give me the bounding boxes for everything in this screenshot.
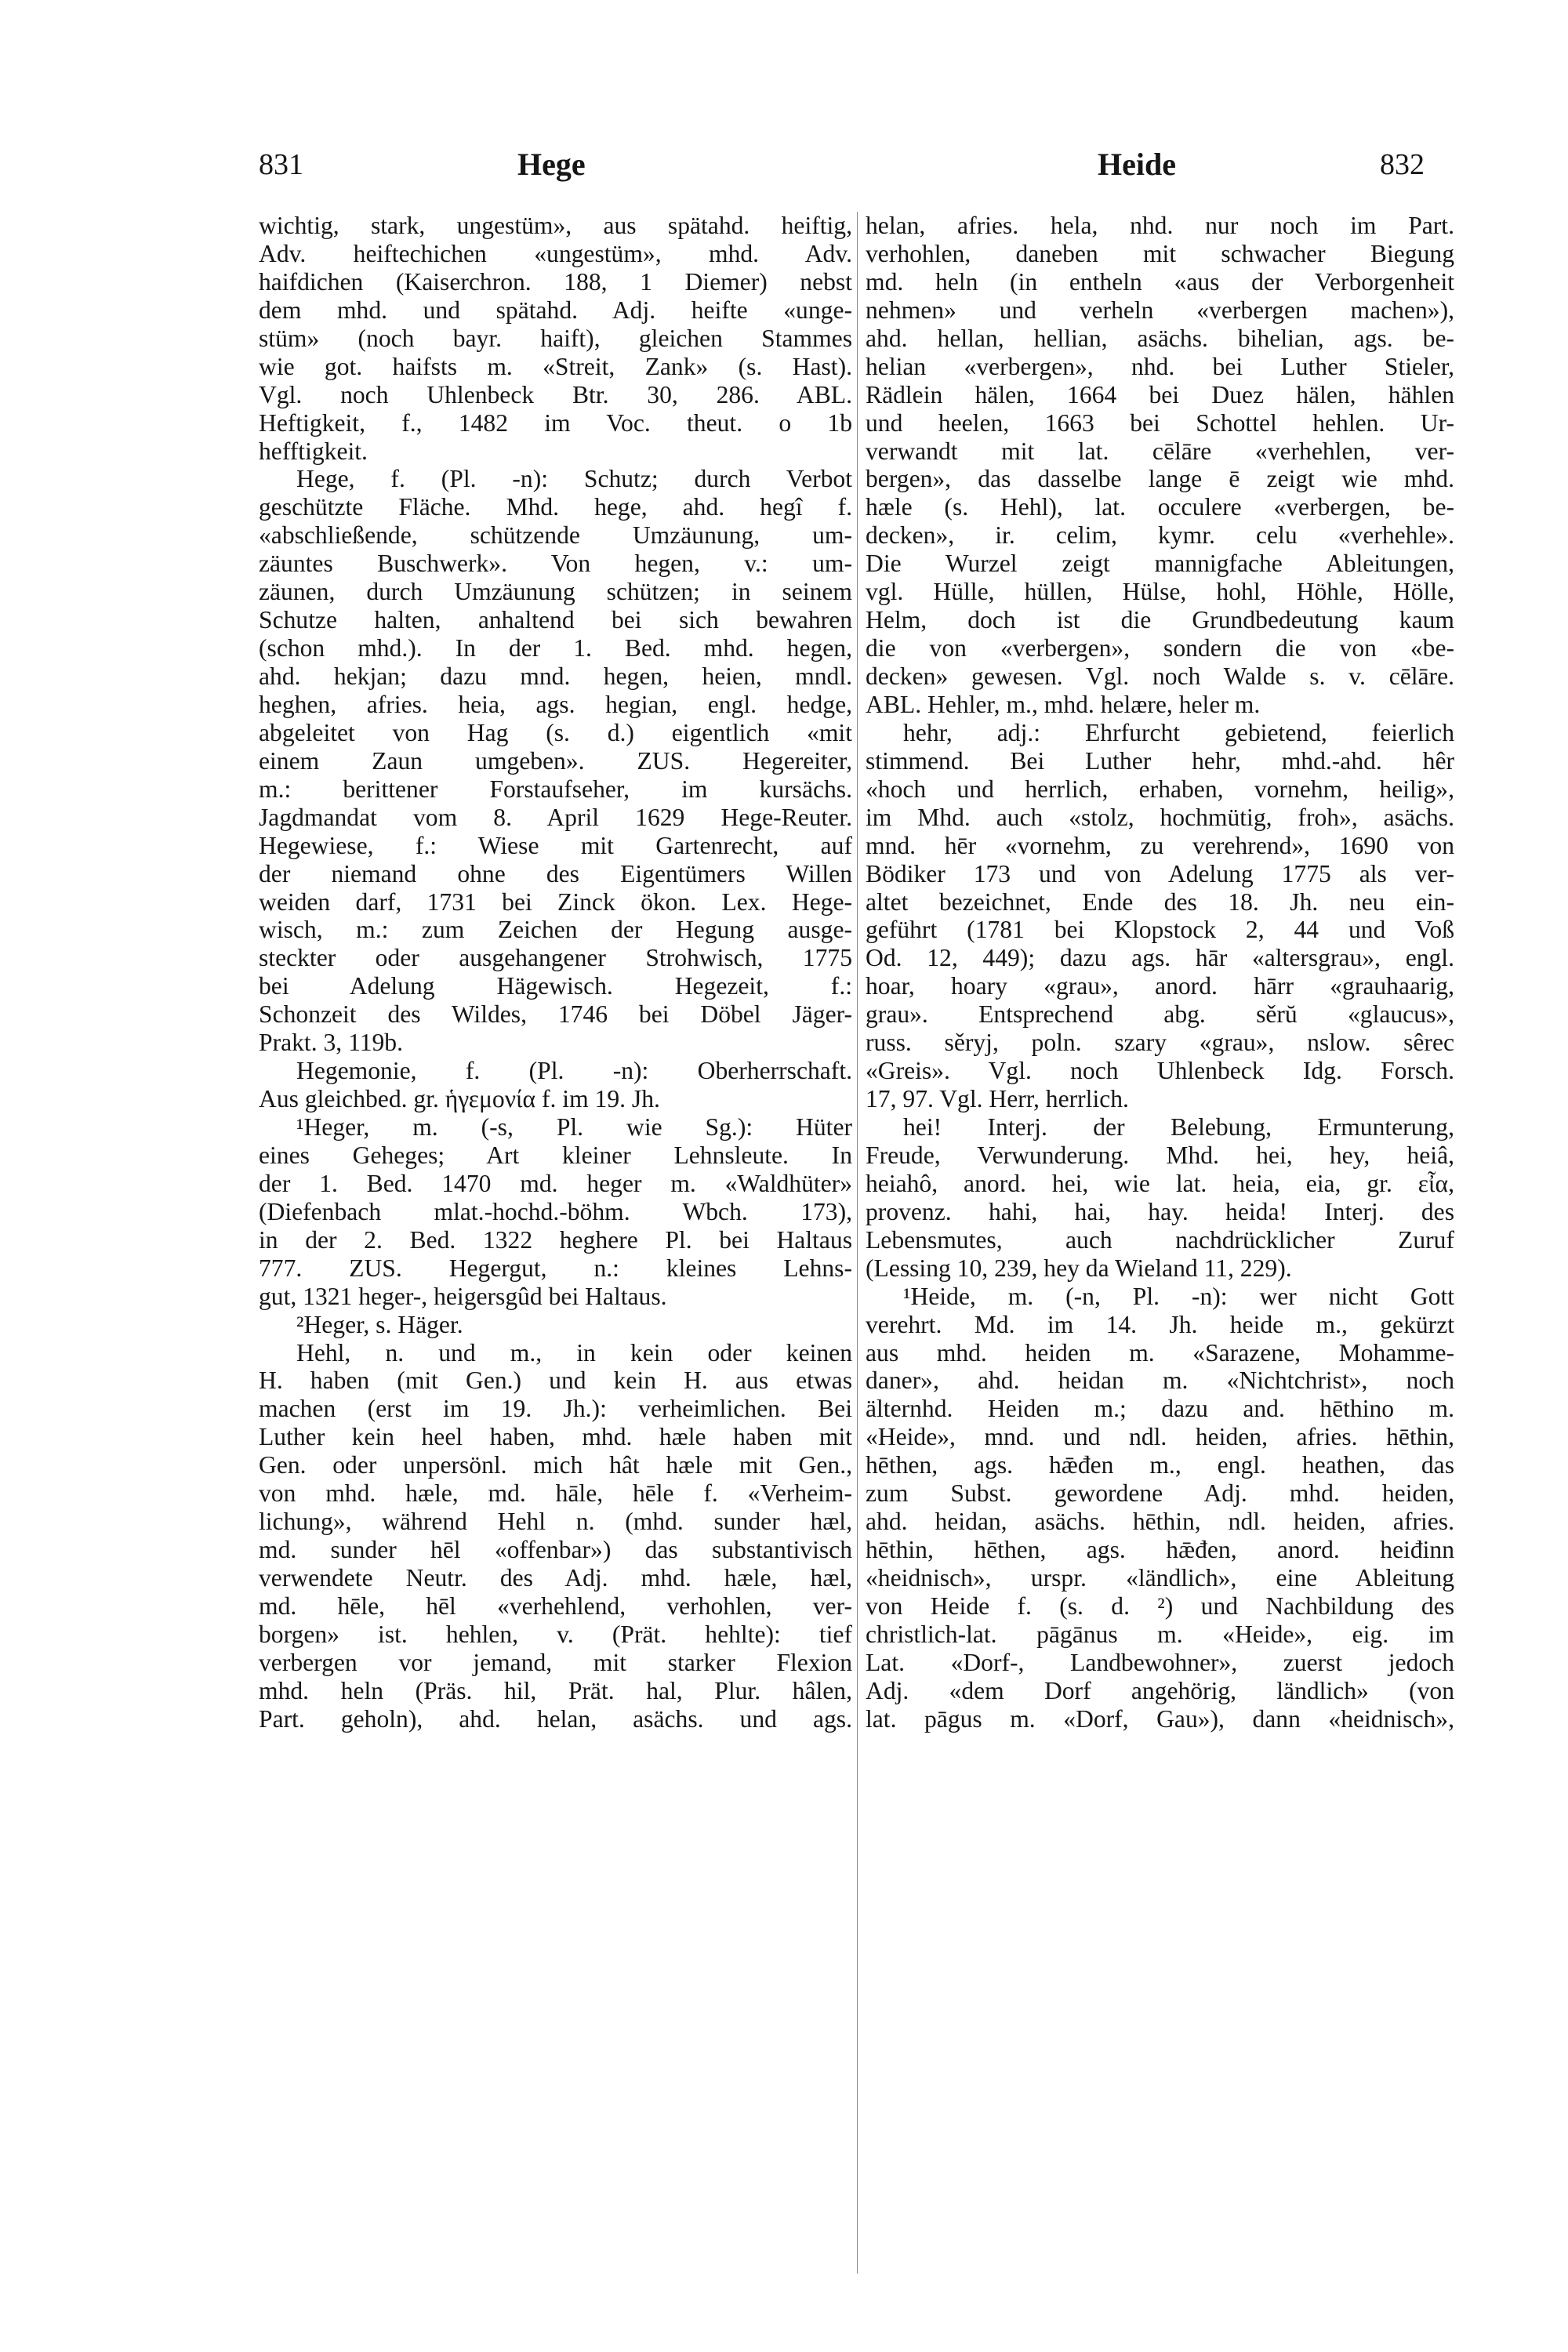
text-line: vgl. Hülle, hüllen, Hülse, hohl, Höhle, Hölle, — [866, 578, 1454, 606]
text-line: ahd. hellan, hellian, asächs. bihelian, ags. be- — [866, 324, 1454, 352]
text-line: Aus gleichbed. gr. ἡγεμονία f. im 19. Jh. — [259, 1085, 660, 1113]
text-line: altet bezeichnet, Ende des 18. Jh. neu ein- — [866, 887, 1454, 916]
text-line: ¹Heger, m. (-s, Pl. wie Sg.): Hüter — [296, 1113, 852, 1141]
text-line: «abschließende, schützende Umzäunung, um- — [259, 521, 852, 550]
text-line: Gen. oder unpersönl. mich hât hæle mit Gen., — [259, 1451, 852, 1479]
text-line: daner», ahd. heidan m. «Nichtchrist», noch — [866, 1367, 1454, 1395]
right-column — [866, 212, 1454, 2281]
text-line: hoar, hoary «grau», anord. hārr «grauhaarig, — [866, 972, 1454, 1000]
text-line: Hegewiese, f.: Wiese mit Gartenrecht, auf — [259, 831, 852, 859]
text-line: Rädlein hälen, 1664 bei Duez hälen, hählen — [866, 380, 1454, 408]
text-line: aus mhd. heiden m. «Sarazene, Mohamme- — [866, 1338, 1454, 1367]
text-line: (schon mhd.). In der 1. Bed. mhd. hegen, — [259, 634, 852, 662]
text-line: der 1. Bed. 1470 md. heger m. «Waldhüter» — [259, 1169, 852, 1197]
text-line: 777. ZUS. Hegergut, n.: kleines Lehns- — [259, 1254, 852, 1282]
text-line: Lebensmutes, auch nachdrücklicher Zuruf — [866, 1225, 1454, 1254]
text-line: Hege, f. (Pl. -n): Schutz; durch Verbot — [296, 465, 852, 493]
text-line: Od. 12, 449); dazu ags. hār «altersgrau», engl. — [866, 944, 1454, 972]
text-line: Adv. heiftechichen «ungestüm», mhd. Adv. — [259, 239, 852, 267]
text-line: wisch, m.: zum Zeichen der Hegung ausge- — [259, 916, 852, 944]
text-line: christlich-lat. pāgānus m. «Heide», eig. im — [866, 1620, 1454, 1648]
text-line: verwandt mit lat. cēlāre «verhehlen, ver- — [866, 437, 1454, 465]
text-line: dem mhd. und spätahd. Adj. heifte «unge- — [259, 296, 852, 324]
text-line: älternhd. Heiden m.; dazu and. hēthino m. — [866, 1395, 1454, 1423]
text-line: Hehl, n. und m., in kein oder keinen — [296, 1338, 852, 1367]
text-line: Freude, Verwunderung. Mhd. hei, hey, heiâ, — [866, 1141, 1454, 1169]
text-line: lat. pāgus m. «Dorf, Gau»), dann «heidnisch», — [866, 1704, 1454, 1733]
text-line: decken», ir. celim, kymr. celu «verhehle». — [866, 521, 1454, 550]
text-line: ahd. heidan, asächs. hēthin, ndl. heiden, afries. — [866, 1508, 1454, 1536]
text-line: die von «verbergen», sondern die von «be- — [866, 634, 1454, 662]
left-column — [259, 212, 852, 2281]
right-running-head: Heide — [1098, 147, 1176, 182]
text-line: hēthin, hēthen, ags. hǣđen, anord. heiđinn — [866, 1536, 1454, 1564]
text-line: stüm» (noch bayr. haift), gleichen Stammes — [259, 324, 852, 352]
text-line: (Diefenbach mlat.-hochd.-böhm. Wbch. 173), — [259, 1197, 852, 1225]
text-line: gut, 1321 heger-, heigersgûd bei Haltaus. — [259, 1282, 667, 1310]
text-line: «heidnisch», urspr. «ländlich», eine Ableitung — [866, 1564, 1454, 1592]
text-line: in der 2. Bed. 1322 heghere Pl. bei Haltaus — [259, 1225, 852, 1254]
text-line: md. sunder hēl «offenbar») das substantivisch — [259, 1536, 852, 1564]
text-line: stimmend. Bei Luther hehr, mhd.-ahd. hêr — [866, 746, 1454, 775]
text-line: weiden darf, 1731 bei Zinck ökon. Lex. Hege- — [259, 887, 852, 916]
text-line: geführt (1781 bei Klopstock 2, 44 und Voß — [866, 916, 1454, 944]
text-line: im Mhd. auch «stolz, hochmütig, froh», asächs. — [866, 803, 1454, 831]
text-line: «Greis». Vgl. noch Uhlenbeck Idg. Forsch. — [866, 1057, 1454, 1085]
text-line: helian «verbergen», nhd. bei Luther Stieler, — [866, 352, 1454, 380]
text-line: hefftigkeit. — [259, 437, 368, 465]
text-line: heghen, afries. heia, ags. hegian, engl. hedge, — [259, 690, 852, 718]
column-divider — [857, 212, 858, 2274]
text-line: grau». Entsprechend abg. sěrŭ «glaucus», — [866, 1000, 1454, 1029]
text-line: einem Zaun umgeben». ZUS. Hegereiter, — [259, 746, 852, 775]
text-line: geschützte Fläche. Mhd. hege, ahd. hegî f. — [259, 493, 852, 521]
text-line: Luther kein heel haben, mhd. hæle haben mit — [259, 1423, 852, 1451]
text-line: zäunen, durch Umzäunung schützen; in seinem — [259, 578, 852, 606]
text-line: Vgl. noch Uhlenbeck Btr. 30, 286. ABL. — [259, 380, 852, 408]
text-line: Part. geholn), ahd. helan, asächs. und ags. — [259, 1704, 852, 1733]
text-line: Hegemonie, f. (Pl. -n): Oberherrschaft. — [296, 1057, 852, 1085]
text-line: Heftigkeit, f., 1482 im Voc. theut. o 1b — [259, 408, 852, 437]
text-line: von Heide f. (s. d. ²) und Nachbildung des — [866, 1592, 1454, 1620]
text-line: decken» gewesen. Vgl. noch Walde s. v. cēlāre. — [866, 662, 1454, 690]
text-line: von mhd. hæle, md. hāle, hēle f. «Verheim- — [259, 1479, 852, 1508]
text-line: mnd. hēr «vornehm, zu verehrend», 1690 von — [866, 831, 1454, 859]
text-line: zäuntes Buschwerk». Von hegen, v.: um- — [259, 550, 852, 578]
text-line: ²Heger, s. Häger. — [296, 1310, 463, 1338]
text-line: verhohlen, daneben mit schwacher Biegung — [866, 239, 1454, 267]
text-line: zum Subst. gewordene Adj. mhd. heiden, — [866, 1479, 1454, 1508]
text-line: wie got. haifsts m. «Streit, Zank» (s. Hast). — [259, 352, 852, 380]
text-line: bergen», das dasselbe lange ē zeigt wie mhd. — [866, 465, 1454, 493]
text-line: heiahô, anord. hei, wie lat. heia, eia, gr. εἶα, — [866, 1169, 1454, 1197]
text-line: nehmen» und verheln «verbergen machen»), — [866, 296, 1454, 324]
text-line: verbergen vor jemand, mit starker Flexion — [259, 1648, 852, 1676]
text-line: lichung», während Hehl n. (mhd. sunder hæl, — [259, 1508, 852, 1536]
text-line: haifdichen (Kaiserchron. 188, 1 Diemer) nebst — [259, 267, 852, 296]
text-line: Die Wurzel zeigt mannigfache Ableitungen, — [866, 550, 1454, 578]
text-line: Adj. «dem Dorf angehörig, ländlich» (von — [866, 1676, 1454, 1704]
text-line: mhd. heln (Präs. hil, Prät. hal, Plur. hâlen, — [259, 1676, 852, 1704]
text-line: machen (erst im 19. Jh.): verheimlichen. Bei — [259, 1395, 852, 1423]
text-line: ABL. Hehler, m., mhd. helære, heler m. — [866, 690, 1261, 718]
text-line: Prakt. 3, 119b. — [259, 1029, 403, 1057]
text-line: borgen» ist. hehlen, v. (Prät. hehlte): tief — [259, 1620, 852, 1648]
text-line: wichtig, stark, ungestüm», aus spätahd. heiftig, — [259, 212, 852, 239]
text-line: (Lessing 10, 239, hey da Wieland 11, 229). — [866, 1254, 1292, 1282]
text-line: Schutze halten, anhaltend bei sich bewahren — [259, 606, 852, 634]
text-line: steckter oder ausgehangener Strohwisch, 1775 — [259, 944, 852, 972]
text-line: Bödiker 173 und von Adelung 1775 als ver- — [866, 859, 1454, 887]
text-line: der niemand ohne des Eigentümers Willen — [259, 859, 852, 887]
text-line: eines Geheges; Art kleiner Lehnsleute. In — [259, 1141, 852, 1169]
text-line: m.: berittener Forstaufseher, im kursächs. — [259, 775, 852, 803]
text-line: Schonzeit des Wildes, 1746 bei Döbel Jäger- — [259, 1000, 852, 1029]
page-header — [0, 141, 1568, 188]
text-line: hæle (s. Hehl), lat. occulere «verbergen, be- — [866, 493, 1454, 521]
text-line: Helm, doch ist die Grundbedeutung kaum — [866, 606, 1454, 634]
text-line: md. hēle, hēl «verhehlend, verhohlen, ver- — [259, 1592, 852, 1620]
text-line: abgeleitet von Hag (s. d.) eigentlich «mit — [259, 718, 852, 746]
text-line: hehr, adj.: Ehrfurcht gebietend, feierlich — [903, 718, 1454, 746]
text-line: 17, 97. Vgl. Herr, herrlich. — [866, 1085, 1129, 1113]
text-line: «hoch und herrlich, erhaben, vornehm, heilig», — [866, 775, 1454, 803]
text-line: russ. sěryj, poln. szary «grau», nslow. sêrec — [866, 1029, 1454, 1057]
text-line: Jagdmandat vom 8. April 1629 Hege-Reuter. — [259, 803, 852, 831]
text-line: ¹Heide, m. (-n, Pl. -n): wer nicht Gott — [903, 1282, 1454, 1310]
text-line: md. heln (in entheln «aus der Verborgenheit — [866, 267, 1454, 296]
text-line: «Heide», mnd. und ndl. heiden, afries. hēthin, — [866, 1423, 1454, 1451]
right-page-number: 832 — [1380, 148, 1425, 181]
text-line: provenz. hahi, hai, hay. heida! Interj. des — [866, 1197, 1454, 1225]
text-line: hei! Interj. der Belebung, Ermunterung, — [903, 1113, 1454, 1141]
text-line: bei Adelung Hägewisch. Hegezeit, f.: — [259, 972, 852, 1000]
text-line: H. haben (mit Gen.) und kein H. aus etwas — [259, 1367, 852, 1395]
text-line: verwendete Neutr. des Adj. mhd. hæle, hæl, — [259, 1564, 852, 1592]
text-line: Lat. «Dorf-, Landbewohner», zuerst jedoch — [866, 1648, 1454, 1676]
text-line: helan, afries. hela, nhd. nur noch im Part. — [866, 212, 1454, 239]
text-line: verehrt. Md. im 14. Jh. heide m., gekürzt — [866, 1310, 1454, 1338]
text-line: und heelen, 1663 bei Schottel hehlen. Ur- — [866, 408, 1454, 437]
text-line: ahd. hekjan; dazu mnd. hegen, heien, mndl. — [259, 662, 852, 690]
left-running-head: Hege — [517, 147, 586, 182]
text-line: hēthen, ags. hǣđen m., engl. heathen, das — [866, 1451, 1454, 1479]
left-page-number: 831 — [259, 148, 303, 181]
